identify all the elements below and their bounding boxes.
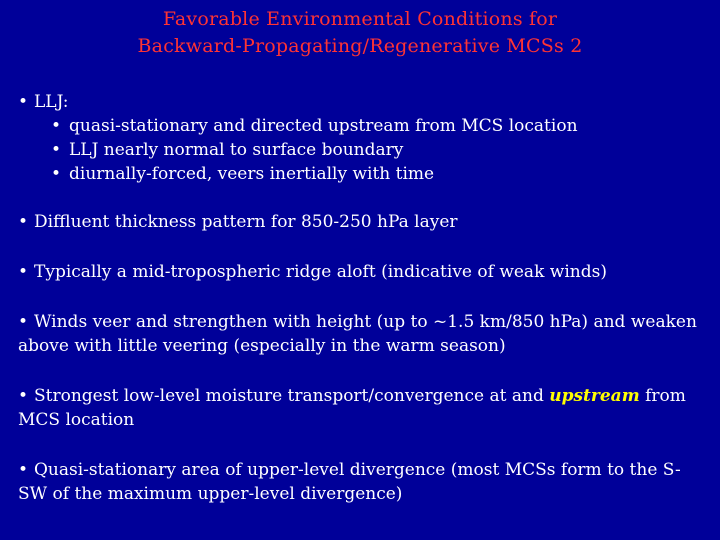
llj-subitem-text: diurnally-forced, veers inertially with time	[69, 164, 435, 184]
divergence-bullet	[18, 458, 708, 506]
bullet-dot-icon: •	[18, 312, 29, 332]
moisture-bullet	[18, 384, 708, 432]
bullet-text: Winds veer and strengthen with height (up to ~1.5 km/850 hPa) and weaken above with little veering (especially in the warm season)	[18, 312, 697, 356]
bullet-dot-icon: •	[18, 386, 29, 406]
slide-title	[0, 6, 720, 60]
bullet-dot-icon: •	[51, 116, 62, 136]
moisture-text-after: from MCS location	[18, 386, 686, 430]
slide-body	[18, 90, 708, 506]
llj-subitem	[51, 138, 708, 162]
bullet-dot-icon: •	[51, 164, 62, 184]
winds-bullet	[18, 310, 708, 358]
bullet-text: Diffluent thickness pattern for 850-250 hPa layer	[34, 212, 458, 232]
bullet-text: Typically a mid-tropospheric ridge aloft (indicative of weak winds)	[34, 262, 607, 282]
llj-bullet	[18, 90, 708, 114]
slide-title-line-1: Favorable Environmental Conditions for	[162, 8, 558, 30]
llj-heading: LLJ:	[34, 92, 69, 112]
upstream-emphasis: upstream	[549, 386, 640, 406]
ridge-bullet	[18, 260, 708, 284]
bullet-dot-icon: •	[18, 92, 29, 112]
divergence-text: Quasi-stationary area of upper-level divergence (most MCSs form to the S-SW of the maximum upper-level divergence)	[18, 460, 681, 504]
bullet-dot-icon: •	[51, 140, 62, 160]
llj-subitem	[51, 114, 708, 138]
slide-title-line-2: Backward-Propagating/Regenerative MCSs 2	[137, 35, 583, 57]
moisture-text-before: Strongest low-level moisture transport/convergence at and	[34, 386, 550, 406]
llj-subitem-text: LLJ nearly normal to surface boundary	[69, 140, 404, 160]
llj-subitem-text: quasi-stationary and directed upstream from MCS location	[69, 116, 578, 136]
bullet-dot-icon: •	[18, 212, 29, 232]
llj-subitem	[51, 162, 708, 186]
bullet-dot-icon: •	[18, 262, 29, 282]
thickness-bullet	[18, 210, 708, 234]
bullet-dot-icon: •	[18, 460, 29, 480]
